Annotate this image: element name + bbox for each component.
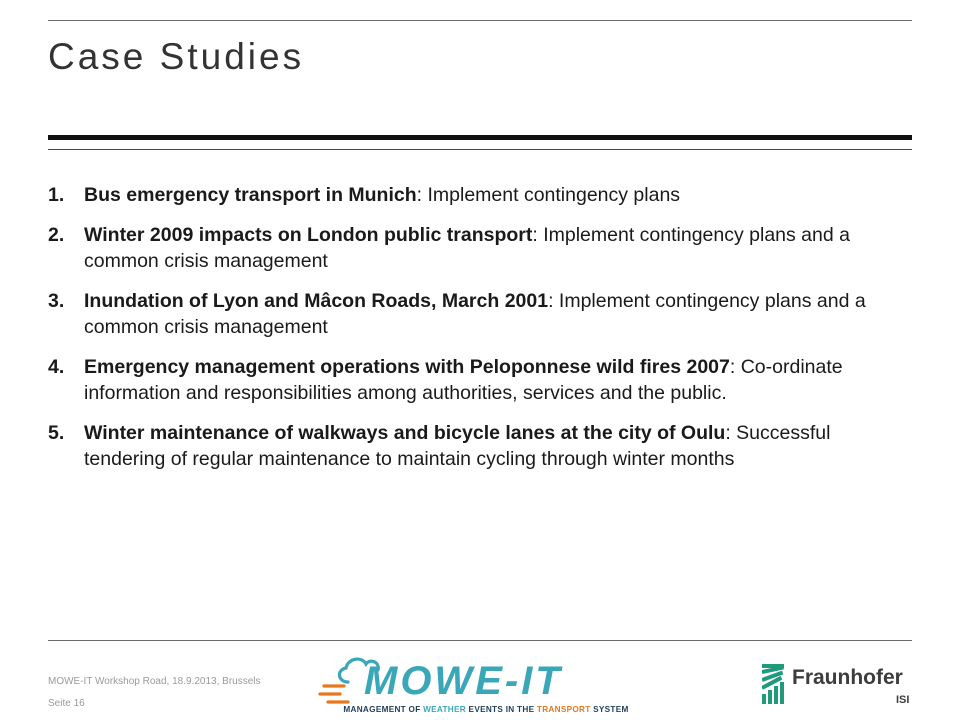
case-detail: : Successful tendering of regular maintenance to maintain cycling through winter months	[84, 422, 831, 470]
case-study-item	[48, 182, 912, 208]
case-study-item	[48, 288, 912, 340]
case-heading: Winter 2009 impacts on London public transport	[84, 224, 533, 246]
item-number: 4.	[48, 356, 65, 378]
fraunhofer-emblem-icon	[762, 664, 784, 704]
footer-event-label: MOWE-IT Workshop Road, 18.9.2013, Brussels	[48, 676, 261, 687]
case-detail: : Implement contingency plans	[416, 184, 681, 206]
case-detail: : Implement contingency plans and a common crisis management	[84, 224, 850, 272]
top-divider	[48, 20, 912, 21]
slide-title: Case Studies	[48, 36, 305, 77]
case-detail: : Co-ordinate information and responsibilities among authorities, services and the public.	[84, 356, 843, 404]
title-thick-divider	[48, 135, 912, 140]
tagline-part: MANAGEMENT OF	[343, 705, 424, 714]
fraunhofer-isi-logo	[762, 656, 914, 712]
item-number: 2.	[48, 224, 65, 246]
tagline-part: WEATHER	[423, 705, 466, 714]
footer-page-number: Seite 16	[48, 698, 85, 709]
case-study-list	[48, 182, 912, 486]
mowe-it-wordmark: MOWE-IT	[364, 659, 563, 703]
footer-divider	[48, 640, 912, 641]
mowe-it-logo	[318, 648, 654, 716]
case-study-item	[48, 222, 912, 274]
item-number: 3.	[48, 290, 65, 312]
case-detail: : Implement contingency plans and a common crisis management	[84, 290, 866, 338]
tagline-part: TRANSPORT	[536, 705, 591, 714]
title-thin-divider	[48, 149, 912, 150]
case-study-item	[48, 420, 912, 472]
case-heading: Bus emergency transport in Munich	[84, 184, 417, 206]
fraunhofer-institute: ISI	[896, 694, 910, 706]
case-study-item	[48, 354, 912, 406]
mowe-it-tagline	[343, 705, 628, 714]
tagline-part: SYSTEM	[590, 705, 629, 714]
case-heading: Emergency management operations with Peloponnese wild fires 2007	[84, 356, 730, 378]
tagline-part: EVENTS IN THE	[465, 705, 537, 714]
fraunhofer-name: Fraunhofer	[792, 666, 903, 689]
case-heading: Inundation of Lyon and Mâcon Roads, March 2001	[84, 290, 549, 312]
case-heading: Winter maintenance of walkways and bicycle lanes at the city of Oulu	[84, 422, 726, 444]
item-number: 5.	[48, 422, 65, 444]
item-number: 1.	[48, 184, 65, 206]
